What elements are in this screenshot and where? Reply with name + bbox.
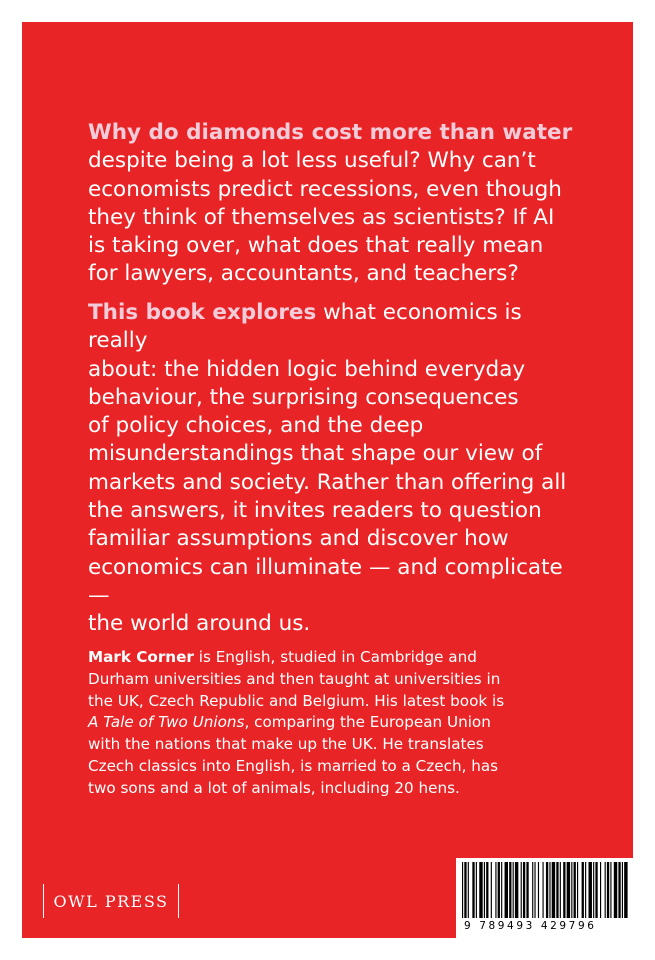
barcode-bar [484, 862, 485, 918]
barcode-bar [552, 862, 555, 918]
barcode-bar [546, 862, 548, 918]
barcode-bar [622, 862, 623, 918]
blurb-1-line-2: economists predict recessions, even though [88, 176, 562, 202]
publisher-logo [43, 884, 179, 918]
blurb-1-line-3: they think of themselves as scientists? If AI [88, 204, 555, 230]
barcode-bar [589, 862, 592, 918]
barcode-bar [624, 862, 627, 918]
barcode-bar [521, 862, 522, 918]
barcode-bar [614, 862, 617, 918]
blurb-2-line-2: behaviour, the surprising consequences [88, 384, 519, 410]
blurb-2-line-4: misunderstandings that shape our view of [88, 441, 543, 467]
book-title: A Tale of Two Unions [88, 713, 245, 732]
barcode-bar [491, 862, 492, 918]
barcode-bar [610, 862, 611, 918]
bio-line-5: with the nations that make up the UK. He translates [88, 735, 484, 754]
barcode-bar [618, 862, 620, 918]
isbn-number: 9 789493 429796 [464, 920, 597, 932]
barcode-bar [577, 862, 578, 918]
publisher-name: OWL PRESS [53, 891, 169, 911]
barcode-bar [476, 862, 477, 918]
barcode-bar [538, 862, 539, 918]
barcode-bar [605, 862, 606, 918]
blurb-1-line-1: despite being a lot less useful? Why can’t [88, 148, 536, 174]
blurb-2-lead: This book explores [88, 300, 317, 325]
blurb-2-line-7: familiar assumptions and discover how [88, 526, 509, 552]
blurb-2-line-9: the world around us. [88, 611, 311, 637]
barcode-bar [556, 862, 558, 918]
barcode-bar [479, 862, 482, 918]
barcode-bar [600, 862, 601, 918]
barcode-bar [486, 862, 488, 918]
barcode-bar [509, 862, 511, 918]
blurb-2-line-1: about: the hidden logic behind everyday [88, 356, 526, 382]
author-bio [88, 647, 558, 800]
barcode-bar [501, 862, 502, 918]
barcode-bar [607, 862, 609, 918]
barcode-bars [460, 862, 629, 920]
blurb-paragraph-2 [88, 299, 578, 639]
bio-line-4: , comparing the European Union [244, 713, 491, 732]
barcode-bar [472, 862, 474, 918]
barcode-bar [593, 862, 594, 918]
barcode-bar [468, 862, 469, 918]
barcode-bar [495, 862, 496, 918]
barcode-bar [505, 862, 508, 918]
barcode-bar [571, 862, 572, 918]
blurb-2-line-5: markets and society. Rather than offering all [88, 469, 567, 495]
barcode-bar [574, 862, 576, 918]
barcode-bar [582, 862, 584, 918]
blurb-2-line-6: the answers, it invites readers to question [88, 498, 542, 524]
bio-line-2: Durham universities and then taught at universities in [88, 669, 501, 688]
barcode-bar [462, 862, 463, 918]
blurb-1-line-4: is taking over, what does that really mean [88, 233, 544, 259]
blurb-paragraph-1 [88, 119, 578, 289]
barcode-bar [585, 862, 586, 918]
barcode [456, 858, 633, 938]
barcode-bar [498, 862, 500, 918]
blurb-2-line-8: economics can illuminate — and complicate — [88, 554, 563, 608]
barcode-bar [523, 862, 525, 918]
barcode-bar [543, 862, 544, 918]
barcode-bar [515, 862, 518, 918]
barcode-bar [464, 862, 466, 918]
barcode-bar [532, 862, 533, 918]
bio-line-1: is English, studied in Cambridge and [193, 648, 477, 666]
blurb-2-line-3: of policy choices, and the deep [88, 413, 424, 439]
barcode-bar [560, 862, 561, 918]
barcode-bar [549, 862, 550, 918]
bio-line-6: Czech classics into English, is married to a Czech, has [88, 756, 499, 775]
bio-line-3: the UK, Czech Republic and Belgium. His latest book is [88, 691, 505, 710]
blurb-1-line-5: for lawyers, accountants, and teachers? [88, 261, 519, 287]
back-cover [22, 22, 633, 938]
barcode-bar [567, 862, 570, 918]
blurb-2-first-rest: what economics is really [88, 300, 522, 354]
barcode-bar [513, 862, 514, 918]
barcode-bar [595, 862, 597, 918]
bio-line-7: two sons and a lot of animals, including 20 hens. [88, 778, 460, 797]
barcode-bar [534, 862, 535, 918]
barcode-bar [563, 862, 565, 918]
author-name: Mark Corner [88, 648, 194, 666]
barcode-bar [526, 862, 528, 918]
blurb-1-lead: Why do diamonds cost more than water [88, 120, 573, 145]
